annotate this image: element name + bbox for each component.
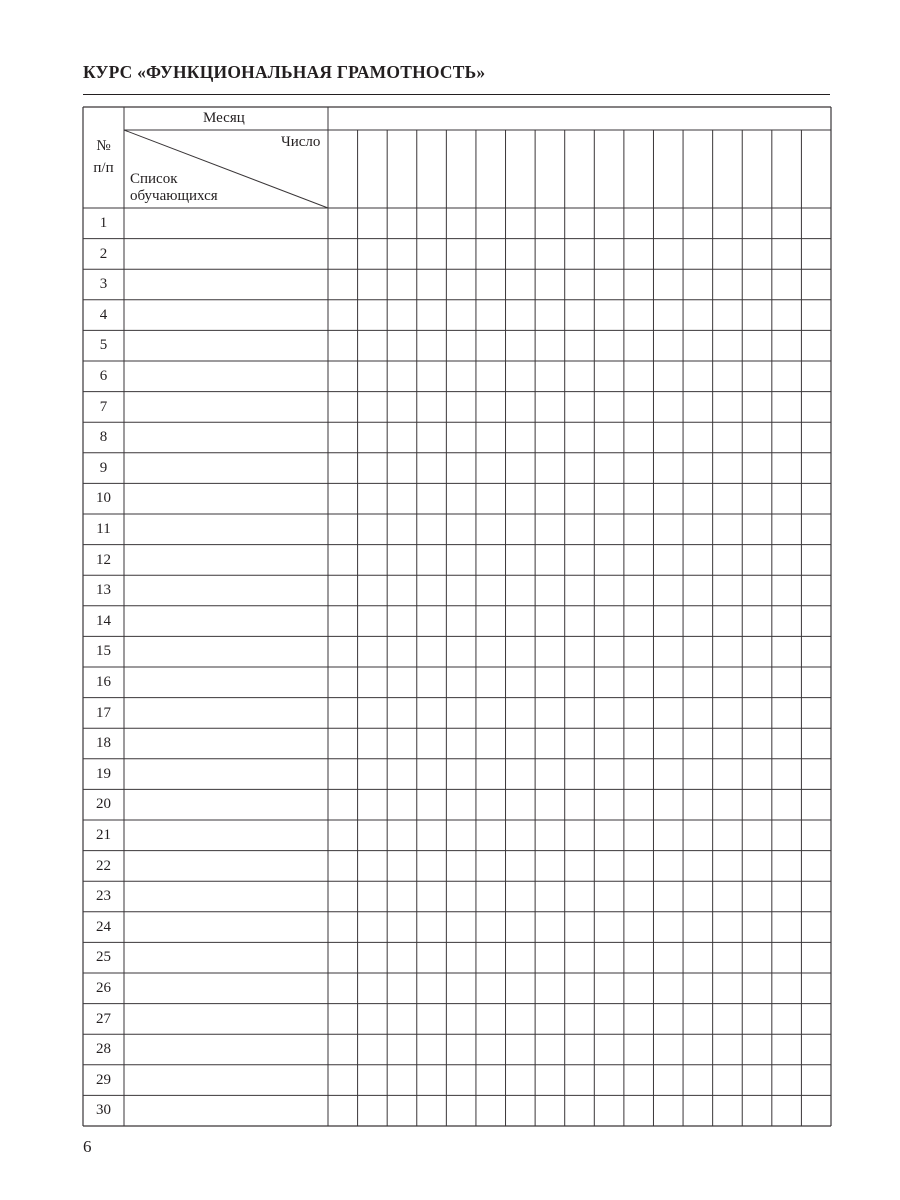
row-number: 30 (96, 1102, 111, 1119)
row-number: 4 (99, 306, 108, 323)
row-number: 11 (96, 521, 111, 537)
row-number: 27 (96, 1010, 111, 1027)
number-header-symbol: № (96, 138, 111, 154)
row-number: 16 (96, 674, 111, 690)
row-number: 20 (96, 796, 111, 813)
row-number: 5 (99, 337, 108, 354)
row-number: 17 (96, 704, 111, 721)
row-number: 13 (96, 582, 111, 599)
row-number: 12 (96, 551, 111, 568)
row-number: 24 (96, 918, 111, 935)
row-number: 19 (96, 765, 111, 782)
course-title: КУРС «ФУНКЦИОНАЛЬНАЯ ГРАМОТНОСТЬ» (83, 62, 486, 82)
row-number: 7 (99, 398, 108, 415)
row-number: 2 (99, 245, 108, 262)
row-number: 9 (99, 459, 108, 476)
student-list-header-line1: Список (130, 171, 178, 187)
month-header: Месяц (203, 110, 245, 126)
row-number: 14 (96, 612, 111, 629)
row-number: 23 (96, 888, 111, 905)
row-number: 10 (96, 490, 111, 507)
row-number: 6 (99, 368, 108, 384)
row-number: 25 (96, 949, 111, 966)
row-number: 26 (96, 980, 111, 996)
student-list-header-line2: обучающихся (130, 188, 218, 204)
page-number: 6 (83, 1137, 92, 1156)
row-number: 15 (96, 643, 111, 660)
day-header: Число (281, 134, 321, 150)
row-number: 21 (96, 827, 111, 843)
row-number: 28 (96, 1041, 111, 1058)
row-number: 3 (99, 276, 108, 293)
number-header-label: п/п (93, 160, 114, 176)
row-number: 8 (99, 429, 108, 446)
row-number: 18 (96, 735, 111, 752)
row-number: 29 (96, 1071, 111, 1088)
row-number: 1 (99, 215, 108, 231)
row-number: 22 (96, 857, 111, 874)
